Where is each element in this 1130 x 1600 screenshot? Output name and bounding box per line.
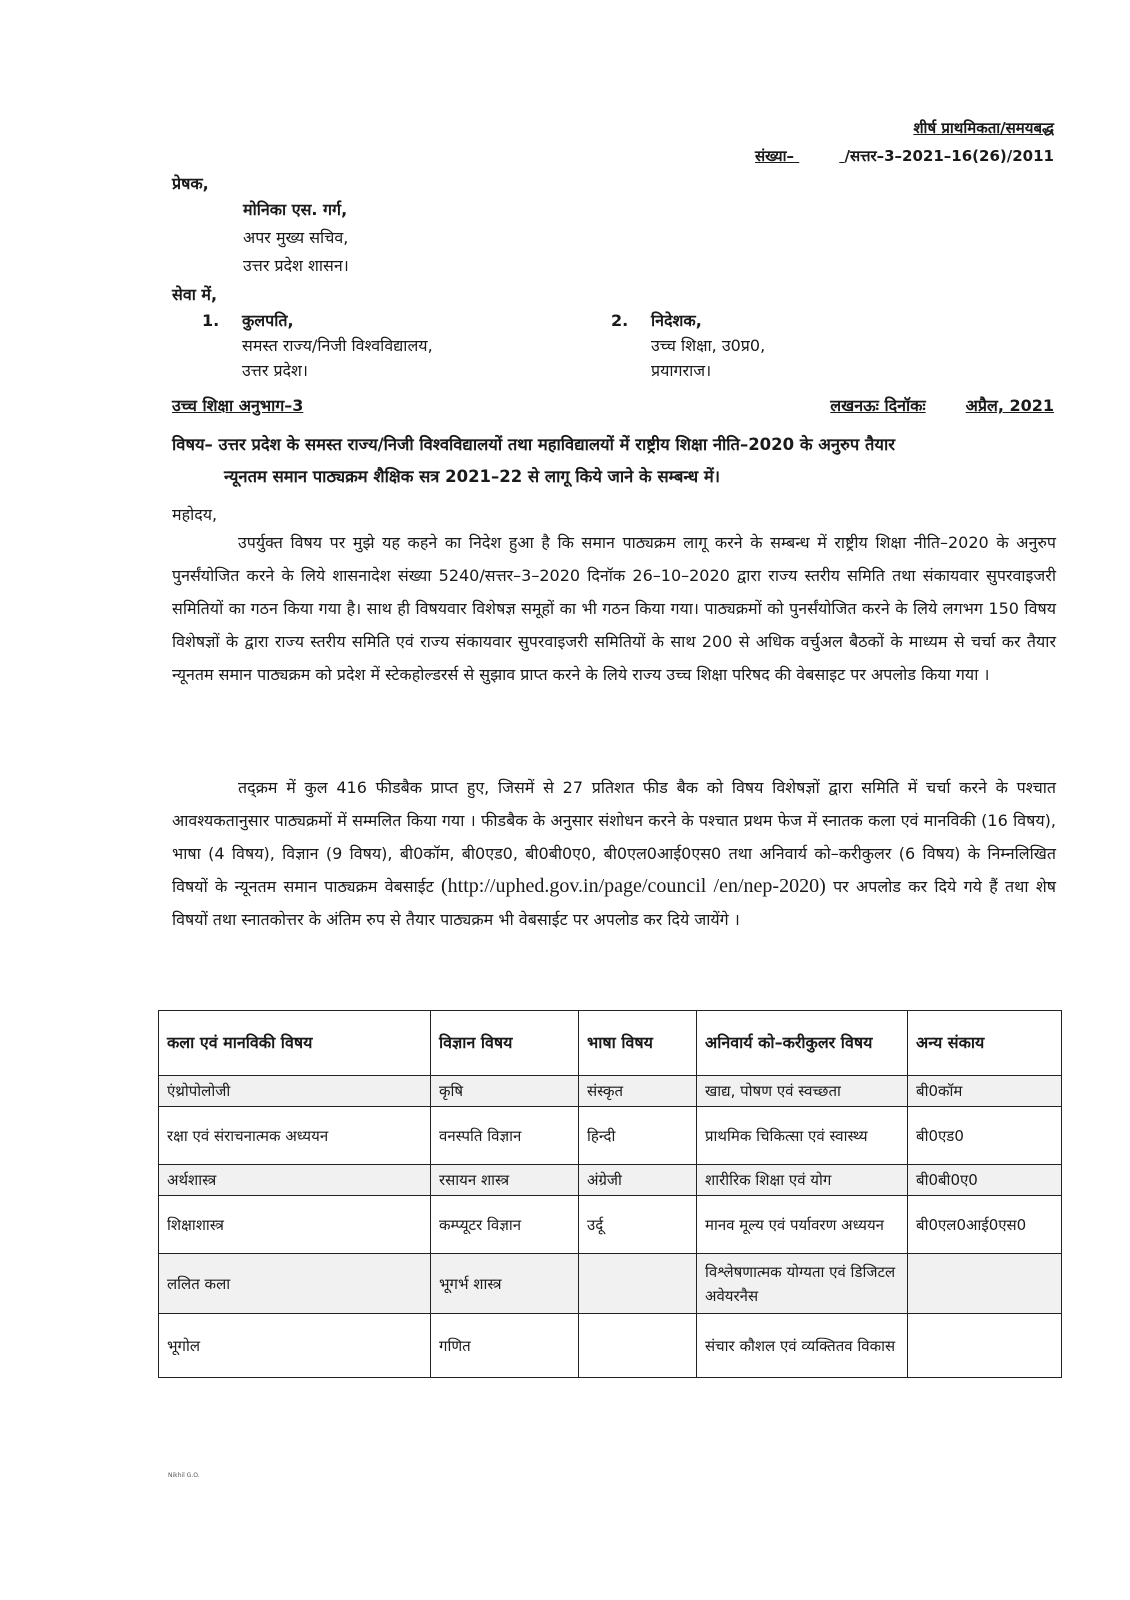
- date-place: लखनऊः दिनॉकः: [830, 396, 926, 415]
- sender-block: [243, 196, 349, 280]
- header-arts: कला एवं मानविकी विषय: [159, 1011, 431, 1076]
- recipients-label: सेवा में,: [172, 285, 218, 304]
- recipient-1-line2: उत्तर प्रदेश।: [242, 361, 308, 380]
- table-cell: शिक्षाशास्त्र: [159, 1196, 431, 1254]
- table-cell: बी0बी0ए0: [908, 1165, 1062, 1196]
- table-row: [159, 1107, 1062, 1165]
- recipient-1-line1: समस्त राज्य/निजी विश्वविद्यालय,: [242, 336, 433, 355]
- sender-office: उत्तर प्रदेश शासन।: [243, 256, 349, 275]
- priority-label: शीर्ष प्राथमिकता/समयबद्ध: [913, 119, 1054, 137]
- sender-label: प्रेषक,: [172, 174, 209, 193]
- subject: [172, 429, 1062, 493]
- table-cell: गणित: [431, 1314, 579, 1378]
- table-cell: रसायन शास्त्र: [431, 1165, 579, 1196]
- table-cell: अंग्रेजी: [579, 1165, 697, 1196]
- table-cell: बी0कॉम: [908, 1076, 1062, 1107]
- table-cell: कृषि: [431, 1076, 579, 1107]
- section-label: उच्च शिक्षा अनुभाग–3: [172, 396, 304, 415]
- header-other: अन्य संकाय: [908, 1011, 1062, 1076]
- table-cell: हिन्दी: [579, 1107, 697, 1165]
- number-label: संख्या–: [755, 147, 795, 165]
- number-value: /सत्तर–3–2021–16(26)/2011: [844, 147, 1054, 165]
- paragraph-2-after: पर अपलोड कर दिये गये हैं तथा शेष विषयों तथा स्नातकोत्तर के अंतिम रुप से तैयार पाठ्यक्रम भी वेबसाईट पर अपलोड कर दिये जायेंगे ।: [172, 877, 1056, 929]
- table-cell: संस्कृत: [579, 1076, 697, 1107]
- table-cell: प्राथमिक चिकित्सा एवं स्वास्थ्य: [697, 1107, 908, 1165]
- subject-line-1: विषय– उत्तर प्रदेश के समस्त राज्य/निजी विश्वविद्यालयों तथा महाविद्यालयों में राष्ट्रीय शिक्षा नीति–2020 के अनुरुप तैयार: [172, 435, 896, 454]
- table-cell: खाद्य, पोषण एवं स्वच्छता: [697, 1076, 908, 1107]
- sender-name: मोनिका एस. गर्ग,: [243, 200, 348, 219]
- table-cell: वनस्पति विज्ञान: [431, 1107, 579, 1165]
- paragraph-2-before: तद्क्रम में कुल 416 फीडबैक प्राप्त हुए, जिसमें से 27 प्रतिशत फीड बैक को विषय विशेषज्ञों द्वारा समिति में चर्चा करने के पश्चात आवश्यकतानुसार पाठ्यक्रमों में सम्मलित किया गया । फीडबैक के अनुसार संशोधन करने के पश्चात प्रथम फेज में स्नातक कला एवं मानविकी (16 विषय), भाषा (4 विषय), विज्ञान (9 विषय), बी0कॉम, बी0एड0, बी0बी0ए0, बी0एल0आई0एस0 तथा अनिवार्य को–करीकुलर (6 विषय) के निम्नलिखित विषयों के न्यूनतम समान पाठ्यक्रम वेबसाईट: [172, 778, 1056, 896]
- recipient-1-num: 1.: [202, 311, 220, 330]
- subject-line-2: न्यूनतम समान पाठ्यक्रम शैक्षिक सत्र 2021–22 से लागू किये जाने के सम्बन्ध में।: [224, 467, 720, 486]
- table-cell: मानव मूल्य एवं पर्यावरण अध्ययन: [697, 1196, 908, 1254]
- table-cell: भूगर्भ शास्त्र: [431, 1254, 579, 1314]
- header-cocurricular: अनिवार्य को–करीकुलर विषय: [697, 1011, 908, 1076]
- recipient-1-title: कुलपति,: [242, 311, 294, 330]
- paragraph-1-text: उपर्युक्त विषय पर मुझे यह कहने का निदेश हुआ है कि समान पाठ्यक्रम लागू करने के सम्बन्ध में राष्ट्रीय शिक्षा नीति–2020 के अनुरुप पुनर्संयोजित करने के लिये शासनादेश संख्या 5240/सत्तर–3–2020 दिनॉक 26–10–2020 द्वारा राज्य स्तरीय समिति तथा संकायवार सुपरवाइजरी समितियों का गठन किया गया है। साथ ही विषयवार विशेषज्ञ समूहों का भी गठन किया गया। पाठ्यक्रमों को पुनर्संयोजित करने के लिये लगभग 150 विषय विशेषज्ञों के द्वारा राज्य स्तरीय समिति एवं राज्य संकायवार सुपरवाइजरी समितियों के साथ 200 से अधिक वर्चुअल बैठकों के माध्यम से चर्चा कर तैयार न्यूनतम समान पाठ्यक्रम को प्रदेश में स्टेकहोल्डरर्स से सुझाव प्राप्त करने के लिये राज्य उच्च शिक्षा परिषद की वेबसाइट पर अपलोड किया गया ।: [172, 533, 1056, 684]
- table-cell: रक्षा एवं संराचनात्मक अध्ययन: [159, 1107, 431, 1165]
- table-cell: भूगोल: [159, 1314, 431, 1378]
- recipient-2: [611, 308, 765, 383]
- table-row: [159, 1196, 1062, 1254]
- date-line: [830, 394, 1054, 416]
- table-cell: [908, 1314, 1062, 1378]
- recipient-2-line1: उच्च शिक्षा, उ0प्र0,: [651, 336, 766, 355]
- table-row: [159, 1076, 1062, 1107]
- salutation: महोदय,: [172, 505, 218, 524]
- table-cell: उर्दू: [579, 1196, 697, 1254]
- table-cell: अर्थशास्त्र: [159, 1165, 431, 1196]
- subjects-table: [158, 1010, 1062, 1378]
- table-cell: कम्प्यूटर विज्ञान: [431, 1196, 579, 1254]
- table-row: [159, 1165, 1062, 1196]
- website-url[interactable]: (http://uphed.gov.in/page/council /en/nep-2020): [441, 875, 826, 897]
- table-cell: शारीरिक शिक्षा एवं योग: [697, 1165, 908, 1196]
- table-cell: ललित कला: [159, 1254, 431, 1314]
- header-language: भाषा विषय: [579, 1011, 697, 1076]
- paragraph-2: [172, 771, 1056, 936]
- table-cell: [579, 1314, 697, 1378]
- table-cell: बी0एड0: [908, 1107, 1062, 1165]
- recipient-1: [202, 308, 433, 383]
- table-cell: [579, 1254, 697, 1314]
- date-month: अप्रैल, 2021: [965, 396, 1054, 415]
- paragraph-1: [172, 526, 1056, 691]
- recipient-2-num: 2.: [611, 311, 629, 330]
- recipient-2-line2: प्रयागराज।: [651, 361, 712, 380]
- footnote: Nikhil G.O.: [168, 1472, 200, 1479]
- table-cell: [908, 1254, 1062, 1314]
- header-science: विज्ञान विषय: [431, 1011, 579, 1076]
- table-cell: विश्लेषणात्मक योग्यता एवं डिजिटल अवेयरनैस: [697, 1254, 908, 1314]
- reference-header: [755, 114, 1054, 170]
- table-cell: एंथ्रोपोलोजी: [159, 1076, 431, 1107]
- recipient-2-title: निदेशक,: [651, 311, 702, 330]
- sender-designation: अपर मुख्य सचिव,: [243, 228, 349, 247]
- table-row: [159, 1254, 1062, 1314]
- letter-number: [755, 142, 1054, 170]
- table-cell: बी0एल0आई0एस0: [908, 1196, 1062, 1254]
- table-header-row: [159, 1011, 1062, 1076]
- table-row: [159, 1314, 1062, 1378]
- table-cell: संचार कौशल एवं व्यक्तितव विकास: [697, 1314, 908, 1378]
